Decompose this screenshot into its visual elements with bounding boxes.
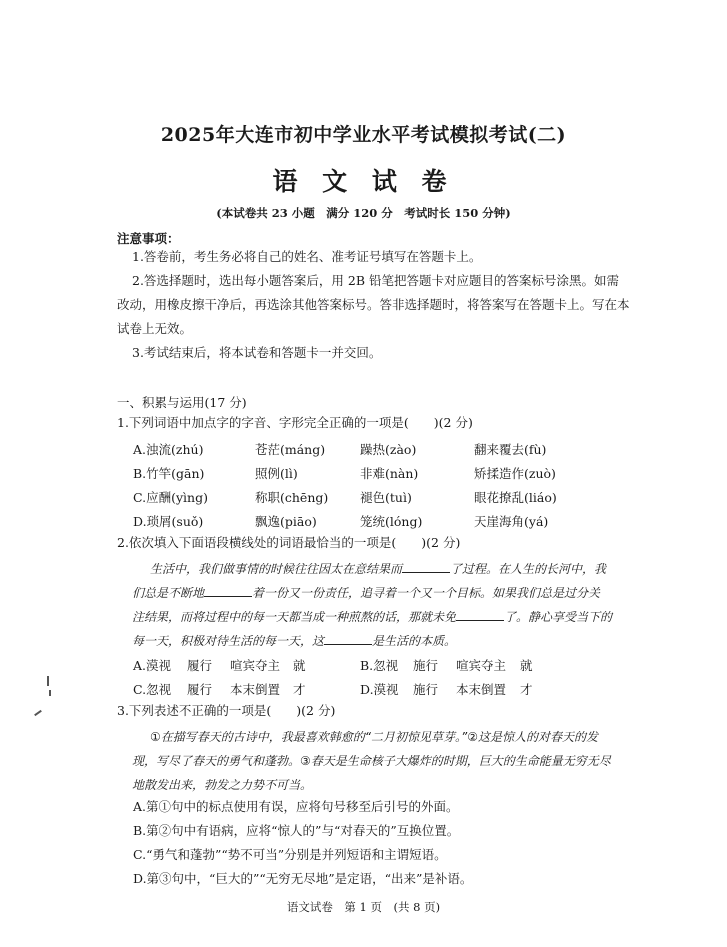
q1-c-3: 褪色(tuì): [360, 490, 412, 505]
q2-opt-d-2: 施行: [413, 682, 439, 697]
q2-opt-a-2: 履行: [187, 658, 213, 673]
q2-text: 生活中，我们做事情的时候往往因太在意结果而: [150, 562, 403, 576]
q2-text: 们总是不断地: [132, 586, 205, 600]
q2-opt-b-1: B.忽视: [360, 658, 399, 673]
q2-opt-b-3: 喧宾夺主: [456, 658, 507, 673]
note-3: 3.考试结束后，将本试卷和答题卡一并交回。: [132, 345, 382, 360]
q2-blank-4: [324, 633, 372, 645]
q1-c-2: 称职(chēng): [255, 490, 329, 505]
q2-opt-c-3: 本末倒置: [230, 682, 281, 697]
q2-opt-c-1: C.忽视: [133, 682, 172, 697]
q2-opt-d-1: D.漠视: [360, 682, 399, 697]
q2-text: 了过程。在人生的长河中，我: [450, 562, 607, 576]
q2-text: 了。静心享受当下的: [504, 610, 613, 624]
q2-passage-line-3: [132, 608, 612, 625]
q1-a-1: A.浊流(zhú): [133, 442, 204, 457]
q1-c-1: C.应酬(yìng): [133, 490, 208, 505]
scan-speck: [47, 676, 49, 686]
q1-d-3: 笼统(lóng): [360, 514, 423, 529]
q1-b-4: 矫揉造作(zuò): [474, 466, 556, 481]
note-1: 1.答卷前，考生务必将自己的姓名、准考证号填写在答题卡上。: [132, 249, 482, 264]
scan-speck: [34, 710, 42, 716]
q2-opt-b-4: 就: [520, 658, 533, 673]
q1-b-3: 非难(nàn): [360, 466, 419, 481]
q1-b-2: 照例(lì): [255, 466, 298, 481]
q2-opt-d-4: 才: [520, 682, 533, 697]
q2-opt-a-1: A.漠视: [133, 658, 172, 673]
q1-d-2: 飘逸(piāo): [255, 514, 317, 529]
q1-d-4: 天崖海角(yá): [474, 514, 549, 529]
q1-a-3: 躁热(zào): [360, 442, 417, 457]
subject-title: 语 文 试 卷: [272, 167, 455, 196]
note-2-line-1: 2.答选择题时，选出每小题答案后，用 2B 铅笔把答题卡对应题目的答案标号涂黑。如需: [132, 273, 620, 288]
q2-opt-a-3: 喧宾夺主: [230, 658, 281, 673]
q2-opt-b-2: 施行: [413, 658, 439, 673]
q1-d-1: D.琐屑(suǒ): [133, 514, 204, 529]
q1-a-2: 苍茫(máng): [255, 442, 326, 457]
q2-stem: 2.依次填入下面语段横线处的词语最恰当的一项是( )(2 分): [117, 535, 461, 550]
q1-stem: 1.下列词语中加点字的字音、字形完全正确的一项是( )(2 分): [117, 415, 473, 430]
note-2-line-2: 改动，用橡皮擦干净后，再选涂其他答案标号。答非选择题时，将答案写在答题卡上。写在本: [117, 297, 630, 312]
q2-blank-3: [456, 609, 504, 621]
q2-passage-line-1: [150, 560, 606, 577]
q3-option-b: B.第②句中有语病，应将“惊人的”与“对春天的”互换位置。: [133, 823, 460, 838]
q2-blank-1: [402, 561, 450, 573]
q2-opt-a-4: 就: [293, 658, 306, 673]
exam-meta: (本试卷共 23 小题 满分 120 分 考试时长 150 分钟): [216, 206, 511, 220]
q3-option-d: D.第③句中，“巨大的”“无穷无尽地”是定语，“出来”是补语。: [133, 871, 473, 886]
q2-text: 每一天，积极对待生活的每一天，这: [132, 634, 325, 648]
exam-title: 2025年大连市初中学业水平考试模拟考试(二): [160, 124, 567, 146]
note-2-line-3: 试卷上无效。: [117, 321, 193, 336]
notes-heading: 注意事项：: [117, 231, 180, 246]
q2-opt-c-4: 才: [293, 682, 306, 697]
q2-opt-d-3: 本末倒置: [456, 682, 507, 697]
q2-opt-c-2: 履行: [187, 682, 213, 697]
scan-speck: [49, 690, 51, 696]
q1-c-4: 眼花撩乱(liáo): [474, 490, 557, 505]
q2-text: 是生活的本质。: [372, 634, 457, 648]
section-1-heading: 一、积累与运用(17 分): [117, 395, 247, 410]
q1-b-1: B.竹竿(gān): [133, 466, 205, 481]
q3-passage-line-3: 地散发出来，勃发之力势不可当。: [132, 778, 313, 792]
q2-passage-line-2: [132, 584, 600, 601]
q2-blank-2: [204, 585, 252, 597]
q3-option-c: C.“勇气和蓬勃”“势不可当”分别是并列短语和主谓短语。: [133, 847, 447, 862]
q3-passage-line-1: ①在描写春天的古诗中，我最喜欢韩愈的“二月初惊见草芽。”②这是惊人的对春天的发: [150, 730, 598, 744]
q3-passage-line-2: 现，写尽了春天的勇气和蓬勃。③春天是生命核子大爆炸的时期，巨大的生命能量无穷无尽: [132, 754, 611, 768]
q3-stem: 3.下列表述不正确的一项是( )(2 分): [117, 703, 336, 718]
q1-a-4: 翻来覆去(fù): [474, 442, 547, 457]
q2-text: 注结果，而将过程中的每一天都当成一种煎熬的话，那就未免: [132, 610, 457, 624]
q3-option-a: A.第①句中的标点使用有误，应将句号移至后引号的外面。: [133, 799, 459, 814]
page-footer: 语文试卷 第 1 页 (共 8 页): [286, 900, 441, 914]
q2-passage-line-4: [132, 632, 456, 649]
q2-text: 着一份又一份责任，追寻着一个又一个目标。如果我们总是过分关: [252, 586, 601, 600]
